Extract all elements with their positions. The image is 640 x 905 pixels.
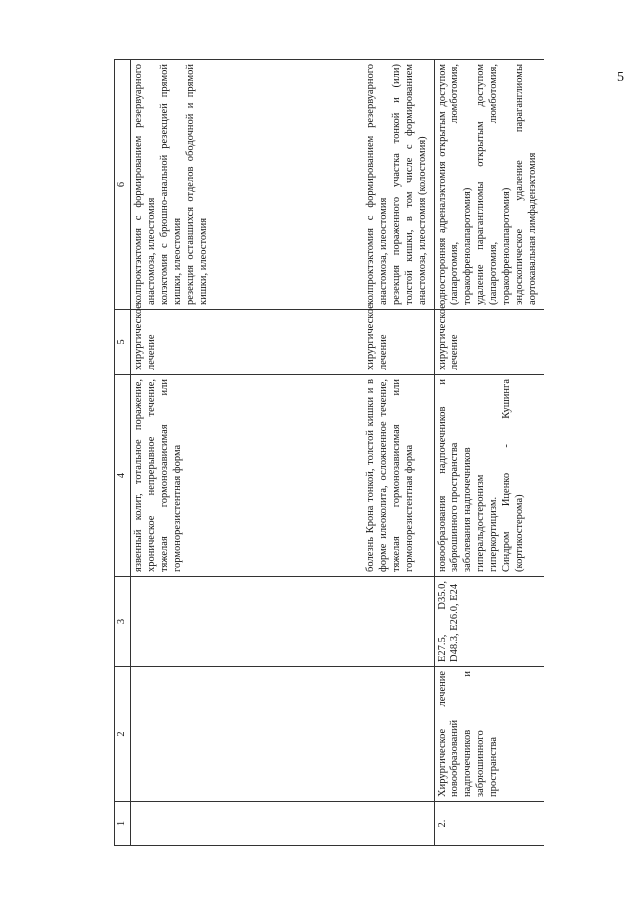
header-col-4: 4 [115, 375, 131, 577]
row2-condition-4: гиперкортицизм. [488, 496, 500, 572]
row1-name-cell [131, 667, 435, 802]
row1-condition-a: язвенный колит, тотальное поражение, хроническое непрерывное течение, тяжелая гормонозависимая или гормонорезистентная форма [133, 379, 183, 572]
row1-method-a2: колэктомия с брюшно-анальной резекцией прямой кишки, илеостомия [158, 64, 183, 305]
row1-number-cell [131, 802, 435, 846]
row1-conditions-cell [131, 375, 435, 577]
row2-method-1: односторонняя адреналэктомия открытым доступом (лапаротомия, люмботомия, торакофренолапаротомия) [436, 64, 474, 305]
header-col-1: 1 [115, 802, 131, 846]
row2-condition-3: гиперальдостеронизм [475, 474, 487, 572]
header-col-6: 6 [115, 60, 131, 310]
row2-number-cell: 2. [434, 802, 544, 846]
row1-method-b2: резекция пораженного участка тонкой и (или) толстой кишки, в том числе с формированием анастомоза, илеостомия (колостомия) [390, 64, 428, 305]
row2-name-cell: Хирургическое лечение новообразований надпочечников и забрюшинного пространства [434, 667, 544, 802]
row2-treatment-cell: хирургическое лечение [434, 310, 544, 375]
row1-methods-b [365, 64, 430, 305]
row1-treatment-a: хирургическое лечение [133, 304, 157, 370]
row1-method-a1: колпроктэктомия с формированием резервуарного анастомоза, илеостомия [133, 64, 157, 305]
row1-methods-a [133, 64, 365, 305]
header-col-3: 3 [115, 577, 131, 667]
row2-method-3: эндоскопическое удаление параганглиомы аортокавальная лимфаденэктомия [513, 64, 538, 305]
table-row [131, 60, 435, 846]
row1-treatment-cell [131, 304, 435, 375]
row2-condition-5: Синдром Иценко - Кушинга (кортикостерома) [501, 379, 525, 572]
row2-conditions-cell [434, 375, 544, 577]
row1-method-b1: колпроктэктомия с формированием резервуарного анастомоза, илеостомия [365, 64, 389, 305]
row1-treatment-b: хирургическое лечение [365, 304, 389, 370]
row1-methods-cell [131, 60, 435, 310]
row2-methods-cell [434, 60, 544, 310]
row1-codes-cell [131, 577, 435, 667]
header-col-5: 5 [115, 310, 131, 375]
table-header-row [115, 60, 131, 846]
page-number: 5 [617, 70, 624, 85]
row1-condition-b: болезнь Крона тонкой, толстой кишки и в форме илеоколита, осложненное течение, тяжелая гормонозависимая или гормонорезистентная форма [365, 379, 415, 572]
rotated-table-container [114, 60, 554, 846]
row2-condition-1: новообразования надпочечников и забрюшинного пространства [436, 379, 461, 572]
procedures-table [114, 59, 544, 846]
header-col-2: 2 [115, 667, 131, 802]
table-row [434, 60, 544, 846]
row2-condition-2: заболевания надпочечников [462, 447, 474, 572]
row1-method-a3: резекция оставшихся отделов ободочной и прямой кишки, илеостомия [184, 64, 209, 305]
row2-method-2: удаление параганглиомы открытым доступом (лапаротомия, люмботомия, торакофренолапаротомия) [475, 64, 513, 305]
row2-codes-cell: E27.5, D35.0, D48.3, E26.0, E24 [434, 577, 544, 667]
